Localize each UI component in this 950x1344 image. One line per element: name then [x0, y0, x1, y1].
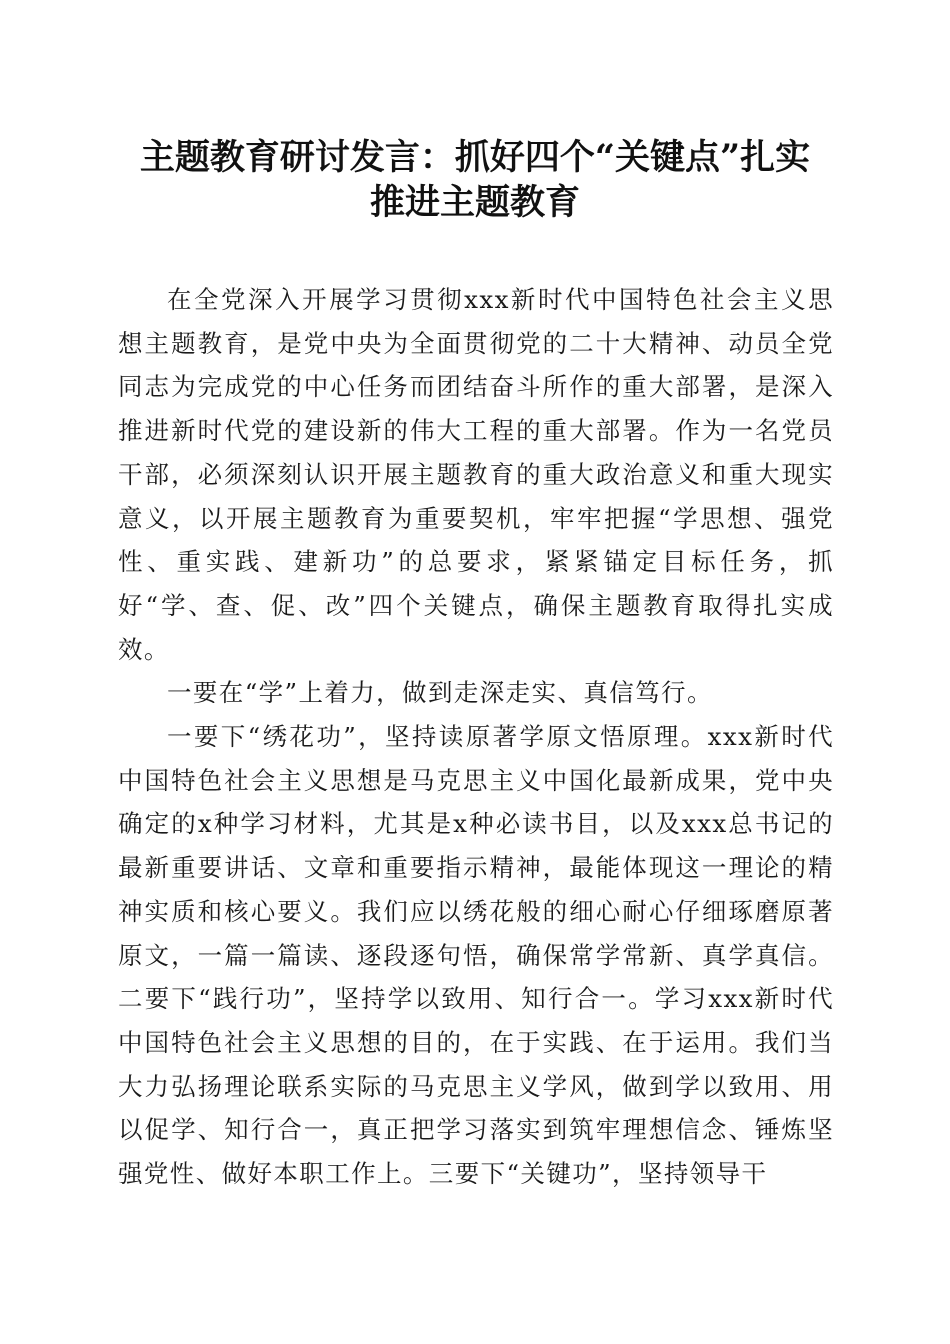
title-line-1: 主题教育研讨发言：抓好四个“关键点”扎实: [139, 137, 811, 178]
paragraph-section-heading: 一要在“学”上着力，做到走深走实、真信笃行。: [167, 678, 713, 708]
document-title: [100, 135, 850, 225]
paragraph-intro: 在全党深入开展学习贯彻xxx新时代中国特色社会主义思想主题教育，是党中央为全面贯彻党的二十大精神、动员全党同志为完成党的中心任务而团结奋斗所作的重大部署，是深入推进新时代党的建设新的伟大工程的重大部署。作为一名党员干部，必须深刻认识开展主题教育的重大政治意义和重大现实意义，以开展主题教育为重要契机，牢牢把握“学思想、强党性、重实践、建新功”的总要求，紧紧锚定目标任务，抓好“学、查、促、改”四个关键点，确保主题教育取得扎实成效。: [118, 285, 834, 664]
paragraph-study-details: 一要下“绣花功”，坚持读原著学原文悟原理。xxx新时代中国特色社会主义思想是马克思主义中国化最新成果，党中央确定的x种学习材料，尤其是x种必读书目，以及xxx总书记的最新重要讲话、文章和重要指示精神，最能体现这一理论的精神实质和核心要义。我们应以绣花般的细心耐心仔细琢磨原著原文，一篇一篇读、逐段逐句悟，确保常学常新、真学真信。二要下“践行功”，坚持学以致用、知行合一。学习xxx新时代中国特色社会主义思想的目的，在于实践、在于运用。我们当大力弘扬理论联系实际的马克思主义学风，做到学以致用、用以促学、知行合一，真正把学习落实到筑牢理想信念、锤炼坚强党性、做好本职工作上。三要下“关键功”，坚持领导干: [118, 722, 834, 1189]
document-body: [118, 278, 834, 1196]
title-line-2: 推进主题教育: [369, 182, 580, 223]
